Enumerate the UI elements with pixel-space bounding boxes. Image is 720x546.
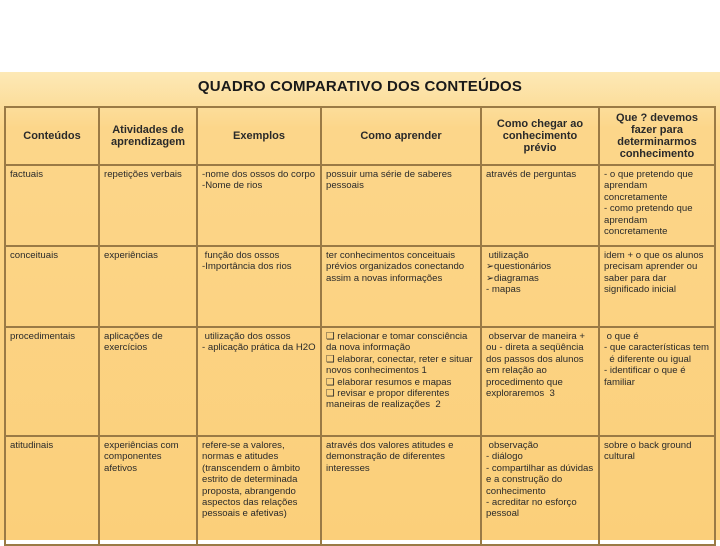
table-row	[5, 165, 715, 246]
cell-conhecimento-previo	[481, 327, 599, 436]
aprender-line: ❑ relacionar e tomar consciência da nova informação	[326, 331, 471, 354]
header-row	[5, 107, 715, 165]
cell-determinar	[599, 436, 715, 545]
aprender-line: ❑ revisar e propor diferentes maneiras de realizações 2	[326, 388, 452, 411]
cell-exemplos	[197, 327, 321, 436]
cell-como-aprender: ter conhecimentos conceituais prévios organizados conectando assim a novas informações	[321, 246, 481, 327]
cell-exemplos	[197, 165, 321, 246]
previo-line: - diálogo	[486, 451, 523, 463]
determinar-line: idem + o que os alunos precisam aprender ou saber para dar significado inicial	[604, 250, 707, 296]
cell-como-aprender	[321, 327, 481, 436]
determinar-line: - como pretendo que aprendam concretamente	[604, 203, 696, 238]
previo-line: - acreditar no esforço pessoal	[486, 497, 580, 520]
previo-line: utilização	[486, 250, 529, 261]
comparison-table	[4, 106, 716, 546]
header-determinar: Que ? devemos fazer para determinarmos conhecimento	[599, 107, 715, 165]
previo-line: - compartilhar as dúvidas e a construção do conhecimento	[486, 462, 596, 497]
determinar-line: o que é	[604, 331, 639, 342]
header-atividades: Atividades de aprendizagem	[99, 107, 197, 165]
header-conteudos: Conteúdos	[5, 107, 99, 165]
cell-atividades: repetições verbais	[99, 165, 197, 246]
exemplo-line: -Nome de rios	[202, 180, 263, 192]
cell-exemplos	[197, 246, 321, 327]
cell-conhecimento-previo	[481, 436, 599, 545]
cell-conteudo: atitudinais	[5, 436, 99, 545]
exemplo-line: - aplicação prática da H2O	[202, 342, 316, 354]
aprender-line: ❑ elaborar, conectar, reter e situar novos conhecimentos 1	[326, 353, 476, 377]
cell-conteudo: procedimentais	[5, 327, 99, 436]
header-conhecimento-previo: Como chegar ao conhecimento prévio	[481, 107, 599, 165]
cell-atividades: experiências	[99, 246, 197, 327]
previo-line: ➢diagramas	[486, 272, 539, 284]
exemplo-line: utilização dos ossos	[202, 331, 291, 342]
previo-line: ➢questionários	[486, 261, 552, 273]
cell-atividades: aplicações de exercícios	[99, 327, 197, 436]
cell-determinar	[599, 246, 715, 327]
determinar-line: é diferente ou igual	[604, 353, 691, 365]
cell-determinar	[599, 327, 715, 436]
exemplo-line: -Importância dos rios	[202, 261, 292, 273]
cell-como-aprender: possuir uma série de saberes pessoais	[321, 165, 481, 246]
cell-atividades: experiências com componentes afetivos	[99, 436, 197, 545]
table-row	[5, 327, 715, 436]
cell-conhecimento-previo	[481, 246, 599, 327]
previo-line: observação	[486, 440, 539, 451]
cell-conhecimento-previo	[481, 165, 599, 246]
header-como-aprender: Como aprender	[321, 107, 481, 165]
cell-como-aprender: através dos valores atitudes e demonstração de diferentes interesses	[321, 436, 481, 545]
exemplo-line: função dos ossos	[202, 250, 280, 261]
cell-conteudo: conceituais	[5, 246, 99, 327]
determinar-line: sobre o back ground cultural	[604, 440, 695, 463]
exemplo-line: refere-se a valores, normas e atitudes (transcendem o âmbito estrito de determinada proposta, abrangendo aspectos das relações pessoais e afetivas)	[202, 440, 303, 520]
cell-exemplos	[197, 436, 321, 545]
previo-line: observar de maneira + ou - direta a seqüência dos passos dos alunos em relação ao procedimento que exploraremos 3	[486, 331, 588, 400]
previo-line: - mapas	[486, 284, 521, 296]
table-row	[5, 436, 715, 545]
previo-line: através de perguntas	[486, 169, 577, 180]
header-exemplos: Exemplos	[197, 107, 321, 165]
cell-determinar	[599, 165, 715, 246]
determinar-line: - o que pretendo que aprendam concretamente	[604, 169, 696, 203]
cell-conteudo: factuais	[5, 165, 99, 246]
determinar-line: - que características tem	[604, 342, 710, 354]
page-title: QUADRO COMPARATIVO DOS CONTEÚDOS	[197, 78, 523, 95]
determinar-line: - identificar o que é familiar	[604, 365, 689, 388]
table-row	[5, 246, 715, 327]
aprender-line: ❑ elaborar resumos e mapas	[326, 376, 452, 388]
exemplo-line: -nome dos ossos do corpo	[202, 169, 316, 180]
